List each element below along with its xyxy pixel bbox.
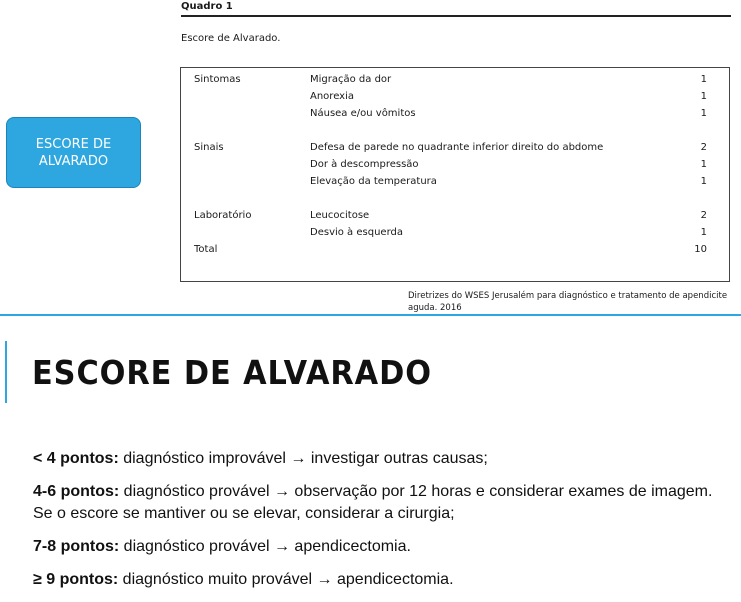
criteria-item [33, 481, 733, 525]
table-row [181, 142, 729, 158]
row-points: 2 [700, 210, 707, 221]
row-points: 1 [700, 176, 707, 187]
criteria-item [33, 448, 733, 470]
row-item: Náusea e/ou vômitos [310, 108, 416, 119]
row-group: Laboratório [194, 210, 252, 221]
alvarado-score-table [180, 67, 730, 282]
criteria-range: 7-8 pontos: [33, 538, 120, 555]
heading-accent-bar [5, 341, 7, 403]
row-points: 1 [700, 74, 707, 85]
criteria-range: ≥ 9 pontos: [33, 571, 119, 588]
row-points: 10 [694, 244, 707, 255]
row-item: Elevação da temperatura [310, 176, 437, 187]
row-points: 1 [700, 108, 707, 119]
table-row [181, 91, 729, 107]
table-row [181, 108, 729, 124]
badge-line-1: ESCORE DE [35, 136, 112, 152]
row-points: 1 [700, 227, 707, 238]
criteria-text: diagnóstico improvável → investigar outras causas; [118, 450, 488, 467]
table-row [181, 159, 729, 175]
row-item: Defesa de parede no quadrante inferior direito do abdome [310, 142, 604, 153]
criteria-range: 4-6 pontos: [33, 483, 120, 500]
row-group: Total [194, 244, 218, 255]
row-points: 1 [700, 91, 707, 102]
criteria-text: diagnóstico provável → observação por 12 horas e considerar exames de imagem. Se o escore se mantiver ou se elevar, considerar a cirurgia; [33, 483, 713, 522]
table-row [181, 227, 729, 243]
page-title: ESCORE DE ALVARADO [32, 353, 432, 392]
criteria-list [33, 448, 733, 602]
row-item: Migração da dor [310, 74, 392, 85]
escore-badge-button[interactable] [6, 117, 141, 188]
row-item: Anorexia [310, 91, 354, 102]
quadro-caption: Escore de Alvarado. [181, 33, 281, 44]
row-group: Sintomas [194, 74, 241, 85]
table-row [181, 74, 729, 90]
criteria-range: < 4 pontos: [33, 450, 119, 467]
row-points: 2 [700, 142, 707, 153]
criteria-text: diagnóstico muito provável → apendicectomia. [118, 571, 454, 588]
table-row-total [181, 244, 729, 260]
row-points: 1 [700, 159, 707, 170]
row-item: Dor à descompressão [310, 159, 419, 170]
criteria-text: diagnóstico provável → apendicectomia. [119, 538, 411, 555]
quadro-title: Quadro 1 [181, 1, 233, 12]
criteria-item [33, 536, 733, 558]
row-item: Desvio à esquerda [310, 227, 403, 238]
badge-line-2: ALVARADO [38, 153, 109, 169]
criteria-item [33, 569, 733, 591]
quadro-rule [181, 15, 731, 17]
row-group: Sinais [194, 142, 224, 153]
table-row [181, 210, 729, 226]
table-row [181, 176, 729, 192]
row-item: Leucocitose [310, 210, 370, 221]
source-note: Diretrizes do WSES Jerusalém para diagnóstico e tratamento de apendicite aguda. 2016 [408, 291, 728, 313]
section-divider [0, 314, 741, 316]
